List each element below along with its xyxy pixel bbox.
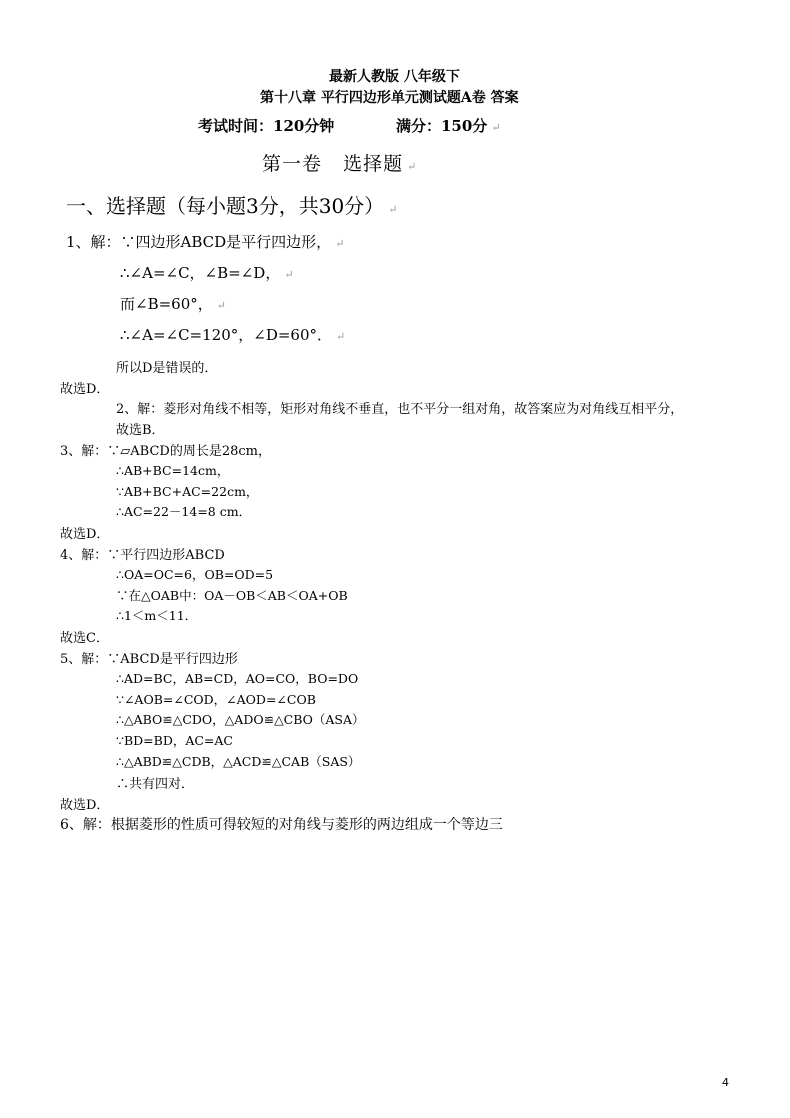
- answer-line: 5、解：∵ABCD是平行四边形: [60, 652, 238, 667]
- part-title: [66, 190, 397, 219]
- answer-line-text: ∴∠A=∠C=120°，∠D=60°．: [120, 326, 333, 344]
- answer-line: 故选C．: [60, 631, 109, 646]
- answer-line: ∴AD=BC，AB=CD，AO=CO，BO=DO: [116, 671, 359, 686]
- paragraph-mark-icon: ↵: [336, 330, 346, 343]
- paragraph-mark-icon: ↵: [284, 268, 294, 281]
- answer-line: 3、解：∵▱ABCD的周长是28cm，: [60, 444, 271, 459]
- answer-line: ∴1＜m＜11．: [116, 608, 198, 623]
- answer-line: [120, 324, 345, 345]
- answer-line-text: 1、解：∵四边形ABCD是平行四边形，: [66, 233, 332, 251]
- part-title-text: 一、选择题（每小题3分，共30分）: [66, 194, 385, 218]
- section-title: [262, 149, 417, 176]
- paragraph-mark-icon: ↵: [407, 160, 418, 173]
- paragraph-mark-icon: ↵: [335, 237, 345, 250]
- answer-line: ∴△ABO≌△CDO，△ADO≌△CBO（ASA）: [116, 712, 365, 727]
- answer-line: 所以D是错误的．: [116, 361, 218, 376]
- full-score-text: 满分：150分: [396, 117, 488, 135]
- answer-line: ∴△ABD≌△CDB，△ACD≌△CAB（SAS）: [116, 754, 361, 769]
- answer-line: ∴共有四对．: [116, 777, 195, 792]
- full-score: [396, 115, 501, 136]
- answer-line: 4、解：∵平行四边形ABCD: [60, 548, 225, 563]
- answer-line: 6、解：根据菱形的性质可得较短的对角线与菱形的两边组成一个等边三: [60, 817, 503, 833]
- answer-line: ∵BD=BD，AC=AC: [116, 733, 233, 748]
- paragraph-mark-icon: ↵: [491, 121, 501, 134]
- answer-line-text: ∴∠A=∠C，∠B=∠D，: [120, 264, 281, 282]
- doc-title-line2: 第十八章 平行四边形单元测试题A卷 答案: [260, 90, 519, 106]
- answer-line: ∴AC=22－14=8 cm．: [116, 504, 252, 519]
- answer-line: ∵∠AOB=∠COD，∠AOD=∠COB: [116, 692, 316, 707]
- answer-line: [66, 231, 344, 252]
- answer-line: 故选B．: [116, 423, 165, 438]
- doc-title-line1: 最新人教版 八年级下: [329, 69, 460, 85]
- section-title-text: 第一卷 选择题: [262, 153, 404, 175]
- answer-line: 故选D．: [60, 382, 110, 397]
- answer-line-text: 而∠B=60°，: [120, 295, 213, 313]
- paragraph-mark-icon: ↵: [216, 299, 226, 312]
- exam-time: 考试时间：120分钟: [198, 117, 335, 135]
- answer-line: 故选D．: [60, 798, 110, 813]
- answer-line: 故选D．: [60, 527, 110, 542]
- answer-line: ∵AB+BC+AC=22cm，: [116, 484, 259, 499]
- answer-line: ∴OA=OC=6，OB=OD=5: [116, 567, 274, 582]
- answer-line: ∴AB+BC=14cm，: [116, 463, 230, 478]
- paragraph-mark-icon: ↵: [388, 203, 398, 216]
- page-number: 4: [722, 1076, 729, 1089]
- answer-line: 2、解：菱形对角线不相等，矩形对角线不垂直，也不平分一组对角，故答案应为对角线互相平分，: [116, 402, 684, 417]
- answer-line: ∵在△OAB中：OA－OB＜AB＜OA+OB: [116, 588, 348, 603]
- answer-line: [120, 293, 226, 314]
- answer-line: [120, 262, 294, 283]
